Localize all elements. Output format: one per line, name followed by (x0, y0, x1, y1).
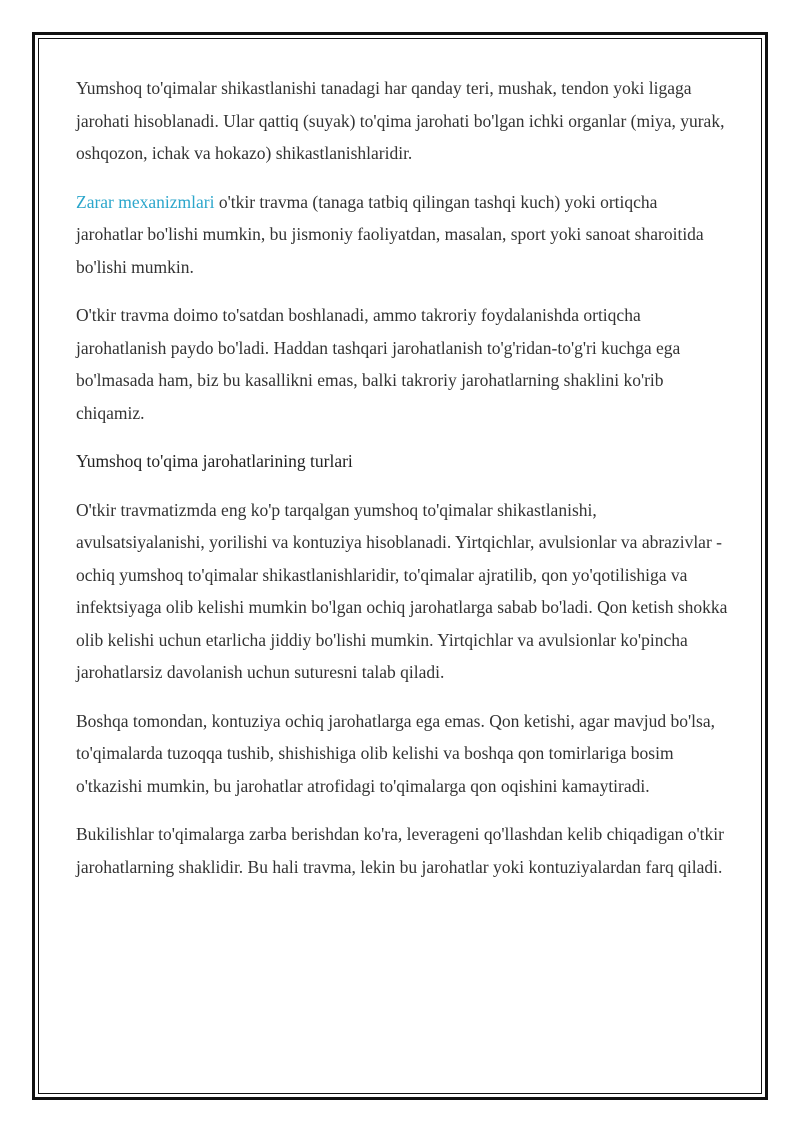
paragraph-intro: Yumshoq to'qimalar shikastlanishi tanadagi har qanday teri, mushak, tendon yoki ligaga jarohati hisoblanadi. Ular qattiq (suyak) to'qima jarohati bo'lgan ichki organlar (miya, yurak, oshqozon, ichak va hokazo) shikastlanishlaridir. (76, 78, 725, 163)
paragraph-mechanisms-text: o'tkir travma (tanaga tatbiq qilingan tashqi kuch) yoki ortiqcha jarohatlar bo'lishi mumkin, bu jismoniy faoliyatdan, masalan, sport yoki sanoat sharoitida bo'lishi mumkin. (76, 191, 704, 277)
paragraph-contusion: Boshqa tomondan, kontuziya ochiq jarohatlarga ega emas. Qon ketishi, agar mavjud bo'lsa, to'qimalarda tuzoqqa tushib, shishishiga olib kelishi va boshqa qon tomirlariga bosim o'tkazishi mumkin, bu jarohatlar atrofidagi to'qimalarga qon oqishini kamaytiradi. (76, 710, 715, 796)
paragraph-acute-trauma: O'tkir travma doimo to'satdan boshlanadi, ammo takroriy foydalanishda ortiqcha jarohatlanish paydo bo'ladi. Haddan tashqari jarohatlanish to'g'ridan-to'g'ri kuchga ega bo'lmasada ham, biz bu kasallikni emas, balki takroriy jarohatlarning shaklini ko'rib chiqamiz. (76, 305, 681, 423)
paragraph-injury-types: O'tkir travmatizmda eng ko'p tarqalgan yumshoq to'qimalar shikastlanishi, avulsatsiyalanishi, yorilishi va kontuziya hisoblanadi. Yirtqichlar, avulsionlar va abrazivlar - ochiq yumshoq to'qimalar shikastlanishlaridir, to'qimalar ajratilib, qon yo'qotilishiga va infektsiyaga olib kelishi mumkin bo'lgan ochiq jarohatlarga sabab bo'ladi. Qon ketish shokka olib kelishi uchun etarlicha jiddiy bo'lishi mumkin. Yirtqichlar va avulsionlar ko'pincha jarohatlarsiz davolanish uchun suturesni talab qiladi. (76, 499, 728, 682)
paragraph-sprains: Bukilishlar to'qimalarga zarba berishdan ko'ra, leverageni qo'llashdan kelib chiqadigan o'tkir jarohatlarning shaklidir. Bu hali travma, lekin bu jarohatlar yoki kontuziyalardan farq qiladi. (76, 824, 724, 877)
document-body (76, 72, 728, 899)
paragraph-mechanisms (76, 186, 728, 284)
mechanisms-link[interactable]: Zarar mexanizmlari (76, 191, 215, 212)
section-heading: Yumshoq to'qima jarohatlarining turlari (76, 451, 353, 471)
